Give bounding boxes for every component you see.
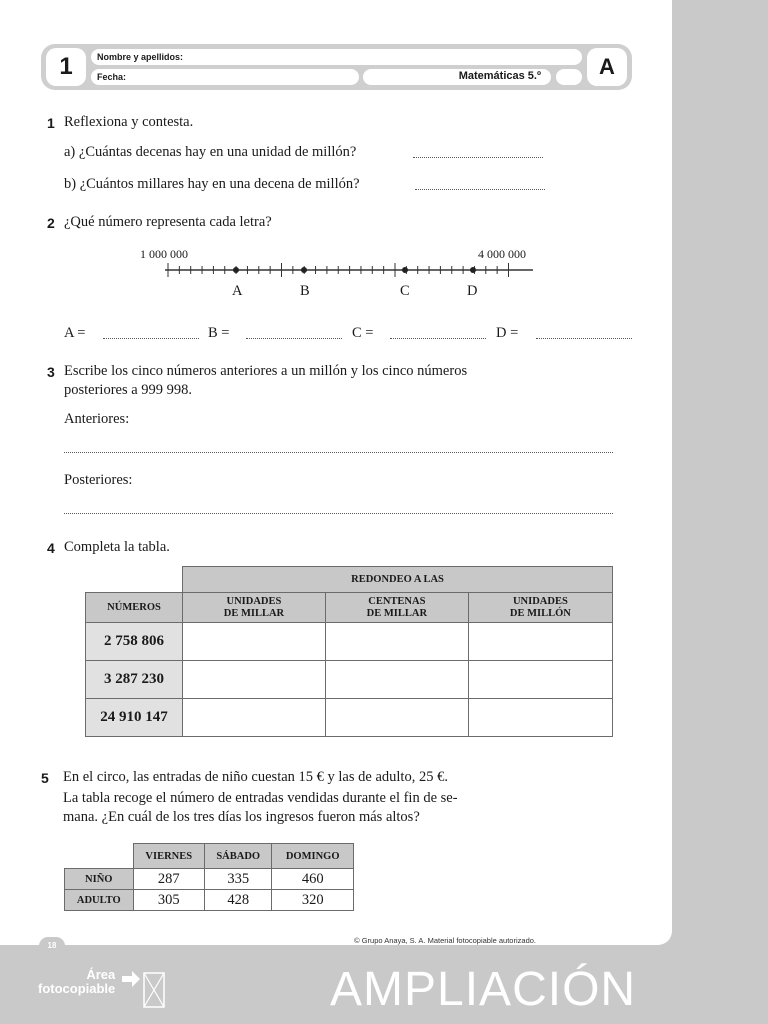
question-5-line3: mana. ¿En cuál de los tres días los ingresos fueron más altos? <box>63 809 420 825</box>
answer-cell[interactable] <box>325 661 468 699</box>
answer-cell[interactable] <box>468 699 612 737</box>
header-bar <box>41 44 632 90</box>
answer-cell[interactable] <box>183 661 326 699</box>
day-header-saturday: SÁBADO <box>205 844 272 869</box>
col-thousands-header: UNIDADES DE MILLAR <box>183 593 326 623</box>
before-label: Anteriores: <box>64 411 130 427</box>
after-answer-line[interactable] <box>64 513 613 514</box>
day-header-friday: VIERNES <box>133 844 205 869</box>
answer-line-1b[interactable] <box>415 189 545 190</box>
table-row <box>86 699 613 737</box>
table-row <box>86 623 613 661</box>
name-label: Nombre y apellidos: <box>97 52 184 62</box>
answer-cell[interactable] <box>468 623 612 661</box>
question-3-number: 3 <box>47 364 55 380</box>
question-3-line1: Escribe los cinco números anteriores a un millón y los cinco números <box>64 363 468 379</box>
letter-a: A <box>232 283 243 299</box>
answer-label-a: A = <box>64 325 86 341</box>
answer-label-b: B = <box>208 325 230 341</box>
answer-line-a[interactable] <box>103 338 199 339</box>
date-field[interactable] <box>91 69 359 85</box>
question-4-number: 4 <box>47 540 55 556</box>
cell-value: 335 <box>205 869 272 890</box>
answer-cell[interactable] <box>183 699 326 737</box>
header-blank-box <box>556 69 582 85</box>
area-line-2: fotocopiable <box>38 981 116 996</box>
level-letter: A <box>587 48 627 86</box>
answer-line-b[interactable] <box>246 338 342 339</box>
cell-value: 287 <box>133 869 205 890</box>
rounding-group-header: REDONDEO A LAS <box>183 567 613 593</box>
letter-d: D <box>467 283 478 299</box>
number-line-end-label: 4 000 000 <box>478 247 526 261</box>
rounding-table <box>85 566 613 737</box>
answer-line-1a[interactable] <box>413 157 543 158</box>
section-title: AMPLIACIÓN <box>330 963 637 1016</box>
answer-cell[interactable] <box>183 623 326 661</box>
question-1a: a) ¿Cuántas decenas hay en una unidad de millón? <box>64 144 357 160</box>
numbers-column-header: NÚMEROS <box>86 593 183 623</box>
number-line-start-label: 1 000 000 <box>140 247 188 261</box>
page-number: 18 <box>39 937 65 955</box>
number-line <box>160 260 540 284</box>
row-number: 24 910 147 <box>86 699 183 737</box>
photocopy-icon <box>122 970 168 1010</box>
name-field[interactable] <box>91 49 582 65</box>
col-hundred-thousands-header: CENTENAS DE MILLAR <box>325 593 468 623</box>
row-label-child: NIÑO <box>65 869 134 890</box>
photocopiable-area-label <box>38 968 115 996</box>
answer-line-d[interactable] <box>536 338 632 339</box>
point-a <box>233 267 239 273</box>
answer-label-c: C = <box>352 325 374 341</box>
question-1-number: 1 <box>47 115 55 131</box>
question-5-line1: En el circo, las entradas de niño cuestan 15 € y las de adulto, 25 €. <box>63 769 448 785</box>
cell-value: 305 <box>133 890 205 911</box>
point-d <box>470 267 476 273</box>
after-label: Posteriores: <box>64 472 133 488</box>
answer-label-d: D = <box>496 325 519 341</box>
question-5-number: 5 <box>41 770 49 786</box>
question-4-prompt: Completa la tabla. <box>64 539 170 555</box>
right-margin-band <box>672 0 768 1024</box>
table-row <box>65 869 354 890</box>
answer-cell[interactable] <box>468 661 612 699</box>
tickets-table <box>64 843 354 911</box>
cell-value: 460 <box>272 869 354 890</box>
point-c <box>402 267 408 273</box>
answer-cell[interactable] <box>325 623 468 661</box>
answer-line-c[interactable] <box>390 338 486 339</box>
question-1b: b) ¿Cuántos millares hay en una decena de millón? <box>64 176 360 192</box>
cell-value: 320 <box>272 890 354 911</box>
row-number: 2 758 806 <box>86 623 183 661</box>
row-number: 3 287 230 <box>86 661 183 699</box>
point-b <box>301 267 307 273</box>
subject-box <box>363 69 551 85</box>
letter-b: B <box>300 283 310 299</box>
day-header-sunday: DOMINGO <box>272 844 354 869</box>
question-1-prompt: Reflexiona y contesta. <box>64 114 194 130</box>
answer-cell[interactable] <box>325 699 468 737</box>
area-line-1: Área <box>86 967 116 982</box>
subject-label: Matemáticas 5.º <box>458 70 541 82</box>
letter-c: C <box>400 283 410 299</box>
question-2-prompt: ¿Qué número representa cada letra? <box>64 214 272 230</box>
row-label-adult: ADULTO <box>65 890 134 911</box>
unit-number: 1 <box>46 48 86 86</box>
question-5-line2: La tabla recoge el número de entradas vendidas durante el fin de se- <box>63 790 458 806</box>
cell-value: 428 <box>205 890 272 911</box>
table-row <box>86 661 613 699</box>
before-answer-line[interactable] <box>64 452 613 453</box>
copyright-notice: © Grupo Anaya, S. A. Material fotocopiable autorizado. <box>354 936 536 945</box>
table-row <box>65 890 354 911</box>
col-millions-header: UNIDADES DE MILLÓN <box>468 593 612 623</box>
date-label: Fecha: <box>97 72 127 82</box>
question-2-number: 2 <box>47 215 55 231</box>
question-3-line2: posteriores a 999 998. <box>64 382 193 398</box>
